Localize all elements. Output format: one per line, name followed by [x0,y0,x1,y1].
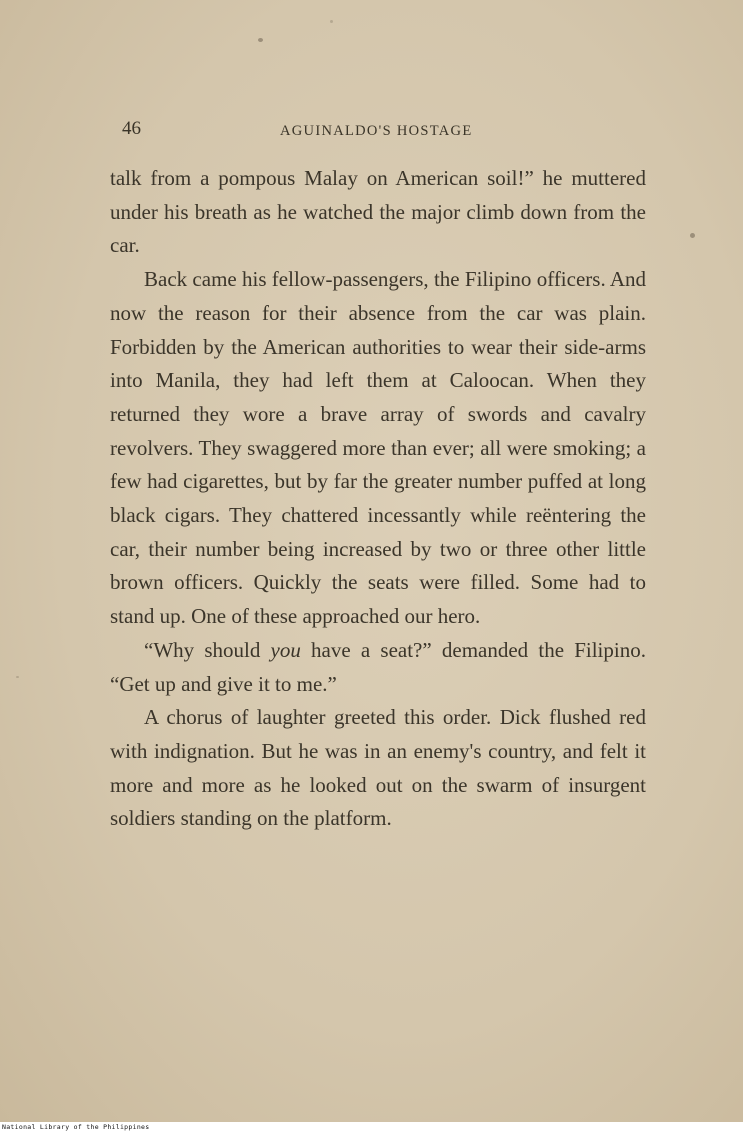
library-credit: National Library of the Philippines [2,1123,150,1131]
paper-speck [258,38,263,42]
emphasized-word: you [270,637,301,662]
paragraph-text: talk from a pompous Malay on American soil!” he muttered under his breath as he watched the major climb down from the car. [110,166,646,258]
footer-bar [0,1122,743,1133]
paragraph [110,634,646,701]
running-title: AGUINALDO'S HOSTAGE [280,123,473,139]
paragraph-text: A chorus of laughter greeted this order. Dick flushed red with indignation. But he was in an enemy's country, and felt it more and more as he looked out on the swarm of insurgent soldiers standing on the platform. [110,705,646,831]
paragraph [110,701,646,836]
paragraph [110,162,646,263]
paragraph-text: “Why should [144,637,271,662]
page-header [110,118,650,144]
paragraph-text: Back came his fellow-passengers, the Filipino officers. And now the reason for their absence from the car was plain. Forbidden by the American authorities to wear their side-arms into Manila, they had left them at Caloocan. When they returned they wore a brave array of swords and cavalry revolvers. They swaggered more than ever; all were smoking; a few had cigarettes, but by far the greater number puffed at long black cigars. They chattered incessantly while reëntering the car, their number being increased by two or three other little brown officers. Quickly the seats were filled. Some had to stand up. One of these approached our hero. [110,267,646,629]
page-number: 46 [122,118,141,139]
paper-speck [330,20,333,23]
paper-speck [16,676,19,678]
body-text [110,162,646,836]
paragraph-text: have a seat?” demanded the Filipino. “Get up and give it to me.” [110,637,646,696]
paper-speck [690,233,695,238]
paragraph [110,263,646,634]
